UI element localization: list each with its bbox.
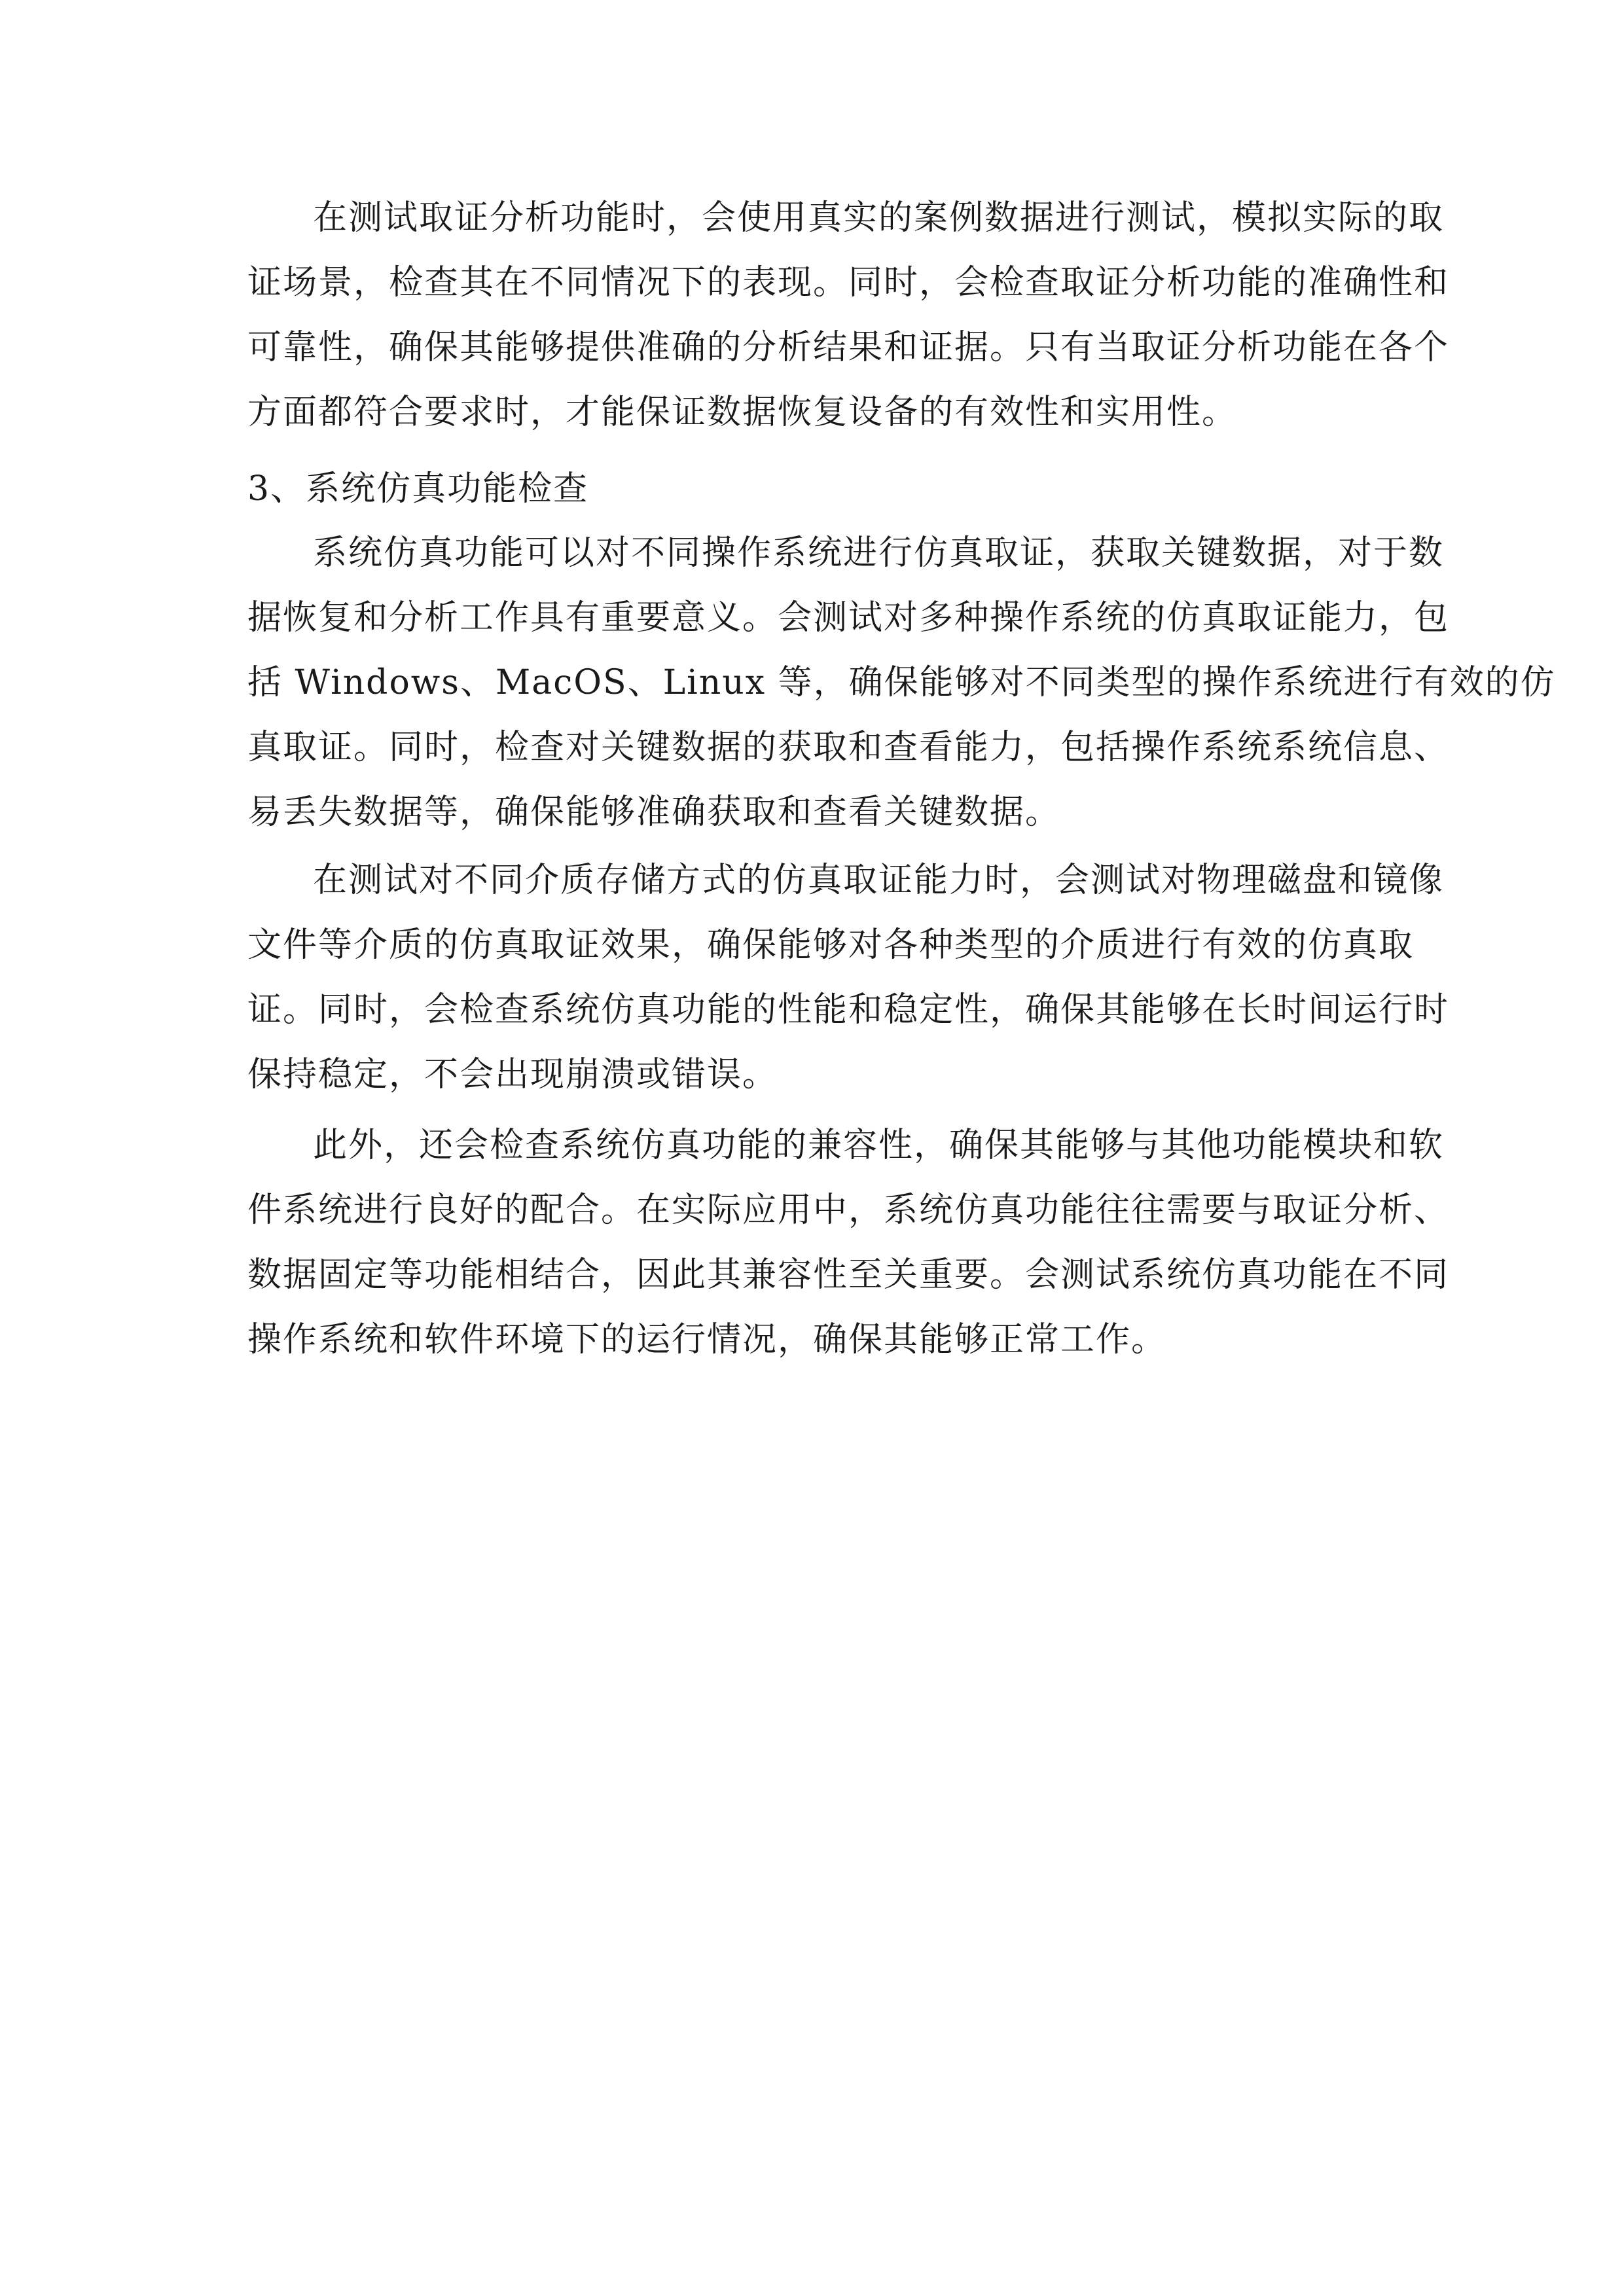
paragraph-line: 证场景，检查其在不同情况下的表现。同时，会检查取证分析功能的准确性和 — [247, 263, 1450, 302]
paragraph-compatibility-check — [247, 1113, 1450, 1372]
paragraph-line: 据恢复和分析工作具有重要意义。会测试对多种操作系统的仿真取证能力，包 — [247, 598, 1450, 637]
paragraph-line: 此外，还会检查系统仿真功能的兼容性，确保其能够与其他功能模块和软 — [313, 1126, 1445, 1165]
paragraph-line: 括 Windows、MacOS、Linux 等，确保能够对不同类型的操作系统进行有效的仿 — [247, 663, 1556, 702]
paragraph-line: 在测试对不同介质存储方式的仿真取证能力时，会测试对物理磁盘和镜像 — [313, 861, 1445, 900]
paragraph-line: 文件等介质的仿真取证效果，确保能够对各种类型的介质进行有效的仿真取 — [247, 925, 1415, 965]
paragraph-system-simulation-overview — [247, 521, 1556, 845]
paragraph-line: 数据固定等功能相结合，因此其兼容性至关重要。会测试系统仿真功能在不同 — [247, 1255, 1450, 1295]
paragraph-forensic-analysis-testing — [247, 186, 1450, 445]
paragraph-line: 保持稳定，不会出现崩溃或错误。 — [247, 1055, 778, 1094]
paragraph-storage-media-simulation — [247, 848, 1450, 1107]
paragraph-line: 易丢失数据等，确保能够准确获取和查看关键数据。 — [247, 793, 1061, 832]
paragraph-line: 系统仿真功能可以对不同操作系统进行仿真取证，获取关键数据，对于数 — [313, 533, 1445, 573]
paragraph-line: 操作系统和软件环境下的运行情况，确保其能够正常工作。 — [247, 1320, 1167, 1359]
section-heading-system-simulation-check — [247, 457, 1379, 522]
paragraph-line: 件系统进行良好的配合。在实际应用中，系统仿真功能往往需要与取证分析、 — [247, 1191, 1450, 1230]
paragraph-line: 方面都符合要求时，才能保证数据恢复设备的有效性和实用性。 — [247, 393, 1238, 432]
section-heading-text: 3、系统仿真功能检查 — [247, 469, 589, 509]
paragraph-line: 真取证。同时，检查对关键数据的获取和查看能力，包括操作系统系统信息、 — [247, 728, 1450, 767]
paragraph-line: 可靠性，确保其能够提供准确的分析结果和证据。只有当取证分析功能在各个 — [247, 328, 1450, 367]
paragraph-line: 在测试取证分析功能时，会使用真实的案例数据进行测试，模拟实际的取 — [313, 198, 1445, 238]
paragraph-line: 证。同时，会检查系统仿真功能的性能和稳定性，确保其能够在长时间运行时 — [247, 990, 1450, 1030]
